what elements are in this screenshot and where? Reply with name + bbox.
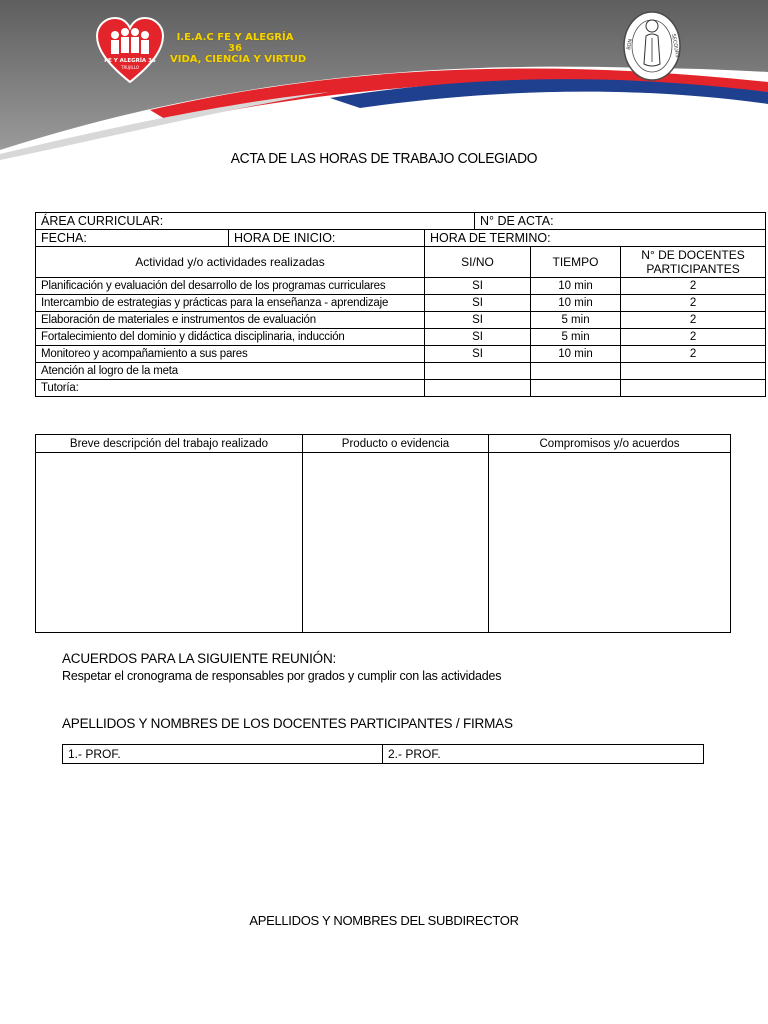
school-name <box>170 32 307 65</box>
activity-tiempo[interactable] <box>531 380 621 397</box>
col-header-compromisos: Compromisos y/o acuerdos <box>489 435 731 453</box>
col-header-docentes: N° DE DOCENTES PARTICIPANTES <box>621 247 766 278</box>
activity-docentes[interactable] <box>621 380 766 397</box>
activities-header-row <box>36 247 766 278</box>
activity-name: Planificación y evaluación del desarrollo de los programas curriculares <box>36 278 425 295</box>
activity-name: Monitoreo y acompañamiento a sus pares <box>36 346 425 363</box>
activity-docentes[interactable]: 2 <box>621 329 766 346</box>
numero-acta-field[interactable]: N° DE ACTA: <box>475 213 766 230</box>
work-table <box>35 434 731 633</box>
activity-sino[interactable]: SI <box>425 295 531 312</box>
info-row-2 <box>36 230 766 247</box>
participants-table <box>62 744 704 764</box>
activity-name: Atención al logro de la meta <box>36 363 425 380</box>
activity-tiempo[interactable] <box>531 363 621 380</box>
activity-sino[interactable]: SI <box>425 329 531 346</box>
activity-docentes[interactable]: 2 <box>621 278 766 295</box>
activities-table <box>35 212 766 397</box>
agreements-text: Respetar el cronograma de responsables por grados y cumplir con las actividades <box>62 669 502 683</box>
activity-row <box>36 329 766 346</box>
participants-heading: APELLIDOS Y NOMBRES DE LOS DOCENTES PARTICIPANTES / FIRMAS <box>62 716 513 731</box>
participants-row <box>63 745 704 764</box>
compromisos-area[interactable] <box>489 453 731 633</box>
col-header-producto: Producto o evidencia <box>303 435 489 453</box>
col-header-descripcion: Breve descripción del trabajo realizado <box>36 435 303 453</box>
document-title: ACTA DE LAS HORAS DE TRABAJO COLEGIADO <box>230 150 538 167</box>
participant-1-field[interactable]: 1.- PROF. <box>63 745 383 764</box>
activity-docentes[interactable]: 2 <box>621 346 766 363</box>
hora-inicio-field[interactable]: HORA DE INICIO: <box>229 230 425 247</box>
svg-text:FE Y ALEGRÍA 36: FE Y ALEGRÍA 36 <box>104 58 156 64</box>
school-heart-logo <box>95 16 165 86</box>
activity-docentes[interactable] <box>621 363 766 380</box>
activity-row <box>36 363 766 380</box>
area-curricular-field[interactable]: ÁREA CURRICULAR: <box>36 213 475 230</box>
school-name-line3: VIDA, CIENCIA Y VIRTUD <box>170 54 307 65</box>
bon-secours-seal <box>622 10 682 82</box>
svg-text:BON: BON <box>626 38 634 51</box>
col-header-tiempo: TIEMPO <box>531 247 621 278</box>
work-header-row <box>36 435 731 453</box>
participant-2-field[interactable]: 2.- PROF. <box>383 745 704 764</box>
activity-docentes[interactable]: 2 <box>621 312 766 329</box>
info-row-1 <box>36 213 766 230</box>
svg-text:SECOURS: SECOURS <box>670 33 681 59</box>
hora-termino-field[interactable]: HORA DE TERMINO: <box>425 230 766 247</box>
activity-sino[interactable] <box>425 380 531 397</box>
activity-row <box>36 312 766 329</box>
activity-sino[interactable]: SI <box>425 346 531 363</box>
activity-name: Tutoría: <box>36 380 425 397</box>
activity-sino[interactable]: SI <box>425 278 531 295</box>
activity-name: Fortalecimiento del dominio y didáctica disciplinaria, inducción <box>36 329 425 346</box>
activity-docentes[interactable]: 2 <box>621 295 766 312</box>
descripcion-area[interactable] <box>36 453 303 633</box>
activity-tiempo[interactable]: 10 min <box>531 295 621 312</box>
col-header-activity: Actividad y/o actividades realizadas <box>36 247 425 278</box>
activity-tiempo[interactable]: 5 min <box>531 312 621 329</box>
activity-row <box>36 380 766 397</box>
agreements-heading: ACUERDOS PARA LA SIGUIENTE REUNIÓN: <box>62 651 337 666</box>
activity-name: Elaboración de materiales e instrumentos de evaluación <box>36 312 425 329</box>
svg-text:TRUJILLO: TRUJILLO <box>121 65 139 70</box>
school-name-line2: 36 <box>228 43 242 54</box>
col-header-sino: SI/NO <box>425 247 531 278</box>
work-body-row <box>36 453 731 633</box>
activity-sino[interactable] <box>425 363 531 380</box>
fecha-field[interactable]: FECHA: <box>36 230 229 247</box>
activity-sino[interactable]: SI <box>425 312 531 329</box>
activity-row <box>36 346 766 363</box>
activity-tiempo[interactable]: 10 min <box>531 346 621 363</box>
school-name-line1: I.E.A.C FE Y ALEGRÍA <box>176 32 294 43</box>
activity-tiempo[interactable]: 10 min <box>531 278 621 295</box>
activity-row <box>36 295 766 312</box>
producto-area[interactable] <box>303 453 489 633</box>
activity-name: Intercambio de estrategias y prácticas para la enseñanza - aprendizaje <box>36 295 425 312</box>
letterhead <box>0 0 768 160</box>
activity-tiempo[interactable]: 5 min <box>531 329 621 346</box>
subdirector-label: APELLIDOS Y NOMBRES DEL SUBDIRECTOR <box>249 913 519 928</box>
activity-row <box>36 278 766 295</box>
